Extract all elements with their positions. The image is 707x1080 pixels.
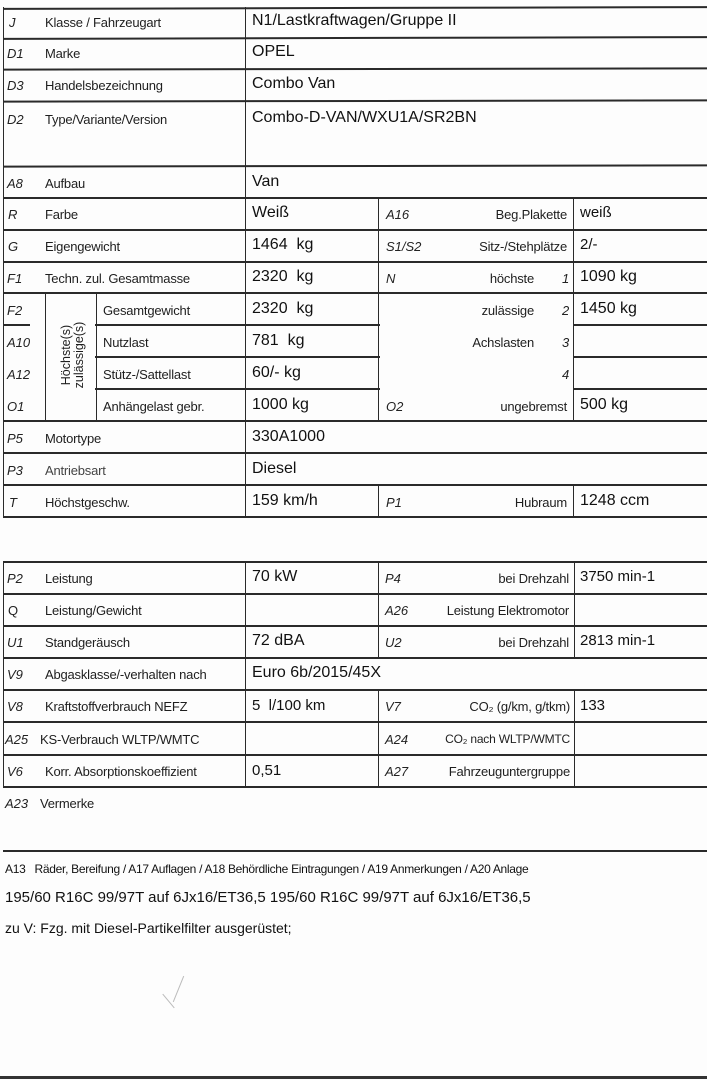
field-label-curb-weight: Eigengewicht <box>45 239 120 254</box>
field-code-p5: P5 <box>7 431 23 446</box>
field-label-color: Farbe <box>45 207 78 222</box>
field-label-power: Leistung <box>45 571 93 586</box>
axle-number-4: 4 <box>562 367 570 382</box>
field-label-max-speed: Höchstgeschw. <box>45 495 130 510</box>
field-code-a8: A8 <box>7 176 23 191</box>
divider <box>3 625 707 627</box>
axle-label-2: zulässige <box>481 303 534 318</box>
divider <box>95 324 380 326</box>
field-code-a25: A25 <box>5 732 29 747</box>
field-label-co2-wltp: CO₂ nach WLTP/WMTC <box>445 732 570 746</box>
field-value-displacement: 1248 ccm <box>580 492 650 509</box>
axle-load-value-2: 1450 kg <box>580 300 637 317</box>
field-value-engine-type: 330A1000 <box>252 428 325 445</box>
field-code-d3: D3 <box>7 78 24 93</box>
field-value-trailer-load-braked: 1000 kg <box>252 396 309 413</box>
field-label-noise-rpm: bei Drehzahl <box>498 635 569 650</box>
field-code-a12: A12 <box>7 367 31 382</box>
field-value-noise-rpm: 2813 min-1 <box>580 632 656 649</box>
field-label-seats: Sitz-/Stehplätze <box>479 239 567 254</box>
divider <box>3 67 707 70</box>
field-code-a24: A24 <box>385 732 409 747</box>
divider <box>378 561 379 658</box>
field-value-vehicle-class: N1/Lastkraftwagen/Gruppe II <box>252 12 457 29</box>
field-label-trailer-unbraked: ungebremst <box>500 399 567 414</box>
bottom-border <box>0 1076 707 1079</box>
field-label-body: Aufbau <box>45 176 86 191</box>
axle-label-3: Achslasten <box>472 335 534 350</box>
divider <box>3 721 707 723</box>
divider <box>573 388 707 390</box>
field-label-gross-weight: Gesamtgewicht <box>103 303 190 318</box>
field-code-j: J <box>9 15 16 30</box>
group-label-line2: zulässige(s) <box>72 321 86 389</box>
field-label-support-load: Stütz-/Sattellast <box>103 367 191 382</box>
field-value-type-variant: Combo-D-VAN/WXU1A/SR2BN <box>252 109 477 126</box>
field-label-displacement: Hubraum <box>514 495 567 510</box>
field-value-brand: OPEL <box>252 43 295 60</box>
divider <box>574 561 575 658</box>
field-value-co2: 133 <box>580 697 606 714</box>
field-label-power-weight: Leistung/Gewicht <box>45 603 142 618</box>
axle-number-3: 3 <box>562 335 570 350</box>
axle-load-value-1: 1090 kg <box>580 268 637 285</box>
field-label-tech-gross-mass: Techn. zul. Gesamtmasse <box>45 271 190 286</box>
field-label-electric-motor-power: Leistung Elektromotor <box>446 603 569 618</box>
divider <box>3 164 707 167</box>
field-value-trade-name: Combo Van <box>252 75 336 92</box>
field-code-p3: P3 <box>7 463 23 478</box>
field-label-fuel-consumption-wltp: KS-Verbrauch WLTP/WMTC <box>40 732 200 747</box>
divider <box>3 292 707 294</box>
field-code-d1: D1 <box>7 46 24 61</box>
field-code-u2: U2 <box>385 635 402 650</box>
field-code-f2: F2 <box>7 303 23 318</box>
divider <box>3 420 707 422</box>
field-code-v7: V7 <box>385 699 401 714</box>
divider <box>3 7 4 517</box>
field-value-tech-gross-mass: 2320 kg <box>252 268 314 285</box>
divider <box>3 561 707 563</box>
field-label-trade-name: Handelsbezeichnung <box>45 78 163 93</box>
divider <box>245 561 246 787</box>
divider <box>3 324 30 326</box>
axle-label-1: höchste <box>489 271 534 286</box>
divider <box>574 689 575 787</box>
field-code-v8: V8 <box>7 699 23 714</box>
field-code-u1: U1 <box>7 635 24 650</box>
field-value-drive-type: Diesel <box>252 460 297 477</box>
remarks-dpf-line: zu V: Fzg. mit Diesel-Partikelfilter ausgerüstet; <box>5 920 292 936</box>
remarks-tire-line: 195/60 R16C 99/97T auf 6Jx16/ET36,5 195/60 R16C 99/97T auf 6Jx16/ET36,5 <box>5 889 531 906</box>
divider <box>3 36 707 39</box>
field-label-engine-type: Motortype <box>45 431 102 446</box>
divider <box>3 6 707 9</box>
field-value-gross-weight: 2320 kg <box>252 300 314 317</box>
divider <box>573 324 707 326</box>
divider <box>3 657 707 659</box>
divider <box>3 229 707 231</box>
field-code-p1: P1 <box>386 495 402 510</box>
field-label-stationary-noise: Standgeräusch <box>45 635 130 650</box>
field-label-brand: Marke <box>45 46 81 61</box>
divider <box>3 484 707 486</box>
group-label-line1: Höchste(s) <box>59 324 73 386</box>
field-label-absorption-coefficient: Korr. Absorptionskoeffizient <box>45 764 197 779</box>
divider <box>96 293 97 421</box>
field-label-payload: Nutzlast <box>103 335 149 350</box>
field-label-power-rpm: bei Drehzahl <box>498 571 569 586</box>
field-code-n: N <box>386 271 396 286</box>
field-code-g: G <box>8 239 19 254</box>
divider <box>95 388 380 390</box>
field-value-emission-class: Euro 6b/2015/45X <box>252 664 381 681</box>
divider <box>3 850 707 852</box>
field-value-power: 70 kW <box>252 568 298 585</box>
divider <box>45 293 46 421</box>
check-mark-icon <box>173 976 184 1002</box>
divider <box>573 484 574 517</box>
field-code-r: R <box>8 207 18 222</box>
field-label-badge: Beg.Plakette <box>495 207 567 222</box>
divider <box>245 7 246 517</box>
divider <box>3 786 707 788</box>
field-value-fuel-consumption-nedc: 5 l/100 km <box>252 697 326 714</box>
field-label-type-variant: Type/Variante/Version <box>45 112 168 127</box>
divider <box>3 99 707 102</box>
field-code-o1: O1 <box>7 399 25 414</box>
field-value-max-speed: 159 km/h <box>252 492 318 509</box>
field-code-a16: A16 <box>386 207 410 222</box>
divider <box>378 689 379 787</box>
field-label-vehicle-class: Klasse / Fahrzeugart <box>45 15 161 30</box>
field-code-v6: V6 <box>7 764 23 779</box>
divider <box>3 516 707 518</box>
divider <box>3 261 707 263</box>
divider <box>573 356 707 358</box>
field-code-o2: O2 <box>386 399 404 414</box>
divider <box>95 356 380 358</box>
divider <box>3 593 707 595</box>
axle-number-1: 1 <box>562 271 570 286</box>
field-code-a10: A10 <box>7 335 31 350</box>
field-code-f1: F1 <box>7 271 23 286</box>
field-code-v9: V9 <box>7 667 23 682</box>
field-value-stationary-noise: 72 dBA <box>252 632 305 649</box>
field-value-power-rpm: 3750 min-1 <box>580 568 656 585</box>
field-label-trailer-load-braked: Anhängelast gebr. <box>103 399 205 414</box>
field-label-co2: CO₂ (g/km, g/tkm) <box>469 699 570 714</box>
field-value-trailer-unbraked: 500 kg <box>580 396 629 413</box>
field-code-q: Q <box>8 603 19 618</box>
field-code-t: T <box>9 495 17 510</box>
field-value-support-load: 60/- kg <box>252 364 301 381</box>
field-code-p4: P4 <box>385 571 401 586</box>
field-code-a23: A23 <box>5 796 29 811</box>
field-code-a26: A26 <box>385 603 409 618</box>
divider <box>3 197 707 199</box>
field-value-badge: weiß <box>580 204 612 221</box>
field-value-absorption-coefficient: 0,51 <box>252 762 282 779</box>
field-code-p2: P2 <box>7 571 23 586</box>
field-value-curb-weight: 1464 kg <box>252 236 314 253</box>
divider <box>3 452 707 454</box>
divider <box>3 689 707 691</box>
divider <box>3 561 4 787</box>
remarks-header: A13 Räder, Bereifung / A17 Auflagen / A18 Behördliche Eintragungen / A19 Anmerkungen / A20 Anlage <box>5 862 529 876</box>
field-label-vehicle-subgroup: Fahrzeuguntergruppe <box>448 764 570 779</box>
field-label-drive-type: Antriebsart <box>45 463 106 478</box>
divider <box>573 198 574 421</box>
group-label-max-permissible <box>60 290 90 420</box>
field-value-seats: 2/- <box>580 236 598 253</box>
divider <box>378 484 379 517</box>
field-value-color: Weiß <box>252 204 290 221</box>
field-value-body: Van <box>252 173 280 190</box>
field-code-d2: D2 <box>7 112 24 127</box>
field-label-fuel-consumption-nedc: Kraftstoffverbrauch NEFZ <box>45 699 188 714</box>
field-label-notes: Vermerke <box>40 796 95 811</box>
divider <box>378 198 379 421</box>
field-code-a27: A27 <box>385 764 409 779</box>
field-label-emission-class: Abgasklasse/-verhalten nach <box>45 667 207 682</box>
axle-number-2: 2 <box>562 303 570 318</box>
field-code-s1s2: S1/S2 <box>386 239 422 254</box>
divider <box>3 754 707 756</box>
field-value-payload: 781 kg <box>252 332 305 349</box>
